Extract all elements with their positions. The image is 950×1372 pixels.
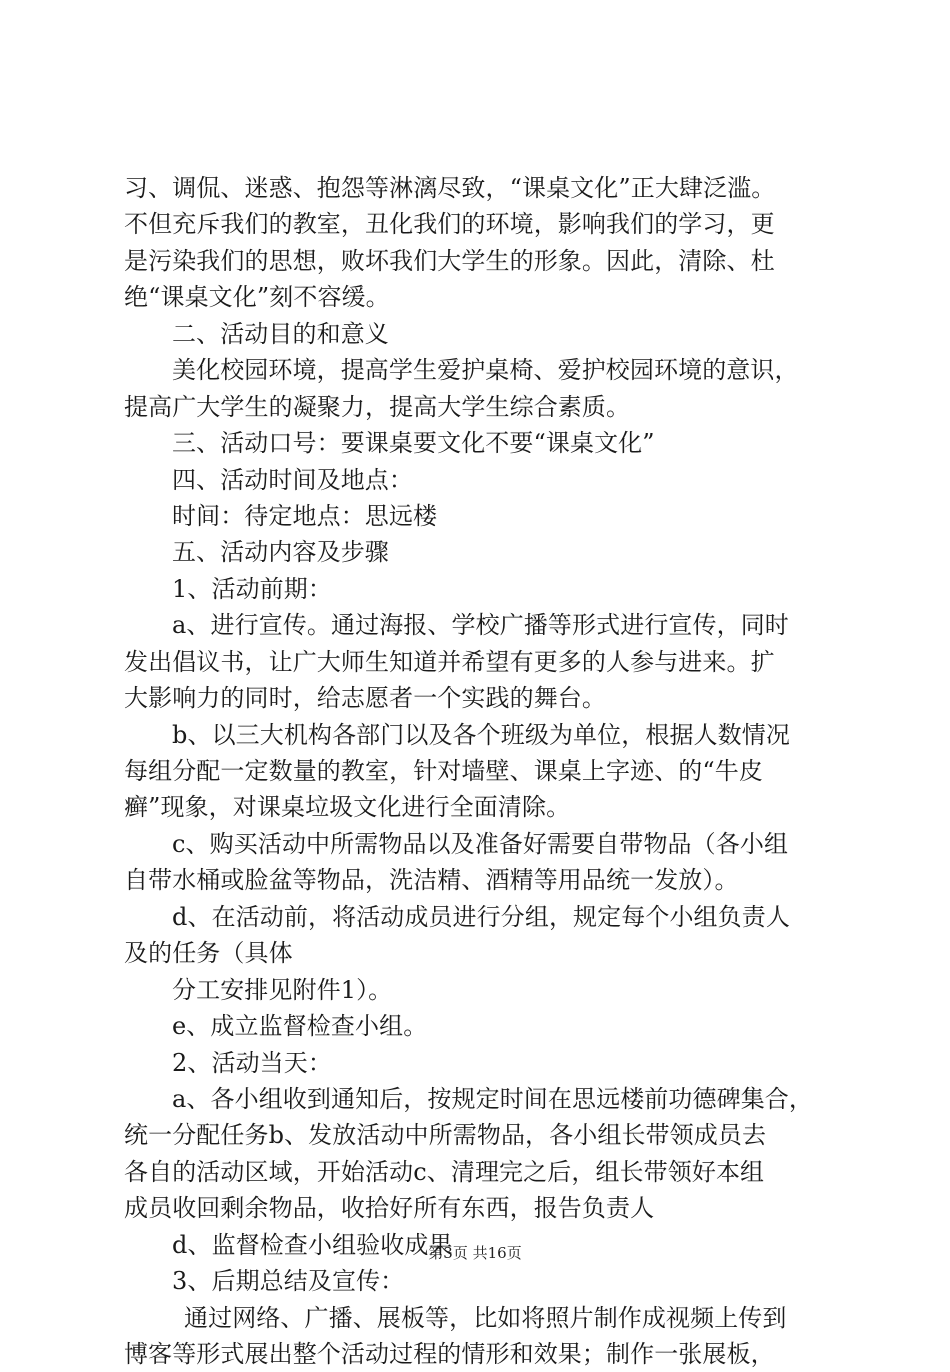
text-line: a、各小组收到通知后，按规定时间在思远楼前功德碑集合， (172, 1084, 814, 1113)
text-line: 成员收回剩余物品，收拾好所有东西，报告负责人 (124, 1194, 655, 1223)
text-line: 分工安排见附件1）。 (172, 975, 393, 1004)
text-line: 每组分配一定数量的教室，针对墙壁、课桌上字迹、的“牛皮 (124, 757, 763, 785)
text-line: 癣”现象，对课桌垃圾文化进行全面清除。 (124, 793, 571, 822)
text-line: 通过网络、广播、展板等，比如将照片制作成视频上传到 (184, 1303, 787, 1332)
text-line: 及的任务（具体 (124, 939, 293, 968)
text-line: 三、活动口号：要课桌要文化不要“课桌文化” (172, 429, 655, 458)
text-line: 时间：待定地点：思远楼 (172, 501, 438, 530)
text-line: b、以三大机构各部门以及各个班级为单位，根据人数情况 (172, 720, 790, 749)
text-line: 大影响力的同时，给志愿者一个实践的舞台。 (124, 684, 606, 713)
text-line: 习、调侃、迷惑、抱怨等淋漓尽致，“课桌文化”正大肆泛滥。 (124, 174, 776, 202)
text-line: e、成立监督检查小组。 (172, 1012, 428, 1041)
text-line: 不但充斥我们的教室，丑化我们的环境，影响我们的学习，更 (124, 210, 775, 239)
text-line: 绝“课桌文化”刻不容缓。 (124, 283, 390, 312)
document-body (124, 170, 836, 1372)
text-line: 博客等形式展出整个活动过程的情形和效果；制作一张展板， (124, 1340, 775, 1368)
text-line: 二、活动目的和意义 (172, 319, 389, 348)
text-line: 各自的活动区域，开始活动c、清理完之后，组长带领好本组 (124, 1157, 765, 1186)
text-line: d、在活动前，将活动成员进行分组，规定每个小组负责人 (172, 902, 790, 931)
text-line: 是污染我们的思想，败坏我们大学生的形象。因此，清除、杜 (124, 246, 775, 275)
text-line: 发出倡议书，让广大师生知道并希望有更多的人参与进来。扩 (124, 647, 775, 676)
text-line: 四、活动时间及地点： (172, 465, 413, 494)
text-line: 自带水桶或脸盆等物品，洗洁精、酒精等用品统一发放）。 (124, 866, 739, 895)
text-line: 1、活动前期： (172, 574, 332, 603)
text-line: 美化校园环境，提高学生爱护桌椅、爱护校园环境的意识， (172, 356, 799, 385)
text-line: 2、活动当天： (172, 1048, 332, 1077)
text-line: 3、后期总结及宣传： (172, 1267, 405, 1296)
text-line: c、购买活动中所需物品以及准备好需要自带物品（各小组 (172, 829, 789, 858)
text-line: 五、活动内容及步骤 (172, 538, 389, 567)
page-footer: 第3页 共16页 (428, 1244, 522, 1262)
text-line: 提高广大学生的凝聚力，提高大学生综合素质。 (124, 392, 631, 421)
text-line: 统一分配任务b、发放活动中所需物品，各小组长带领成员去 (124, 1121, 767, 1150)
text-line: a、进行宣传。通过海报、学校广播等形式进行宣传，同时 (172, 611, 789, 640)
text-line: d、监督检查小组验收成果 (172, 1230, 453, 1259)
